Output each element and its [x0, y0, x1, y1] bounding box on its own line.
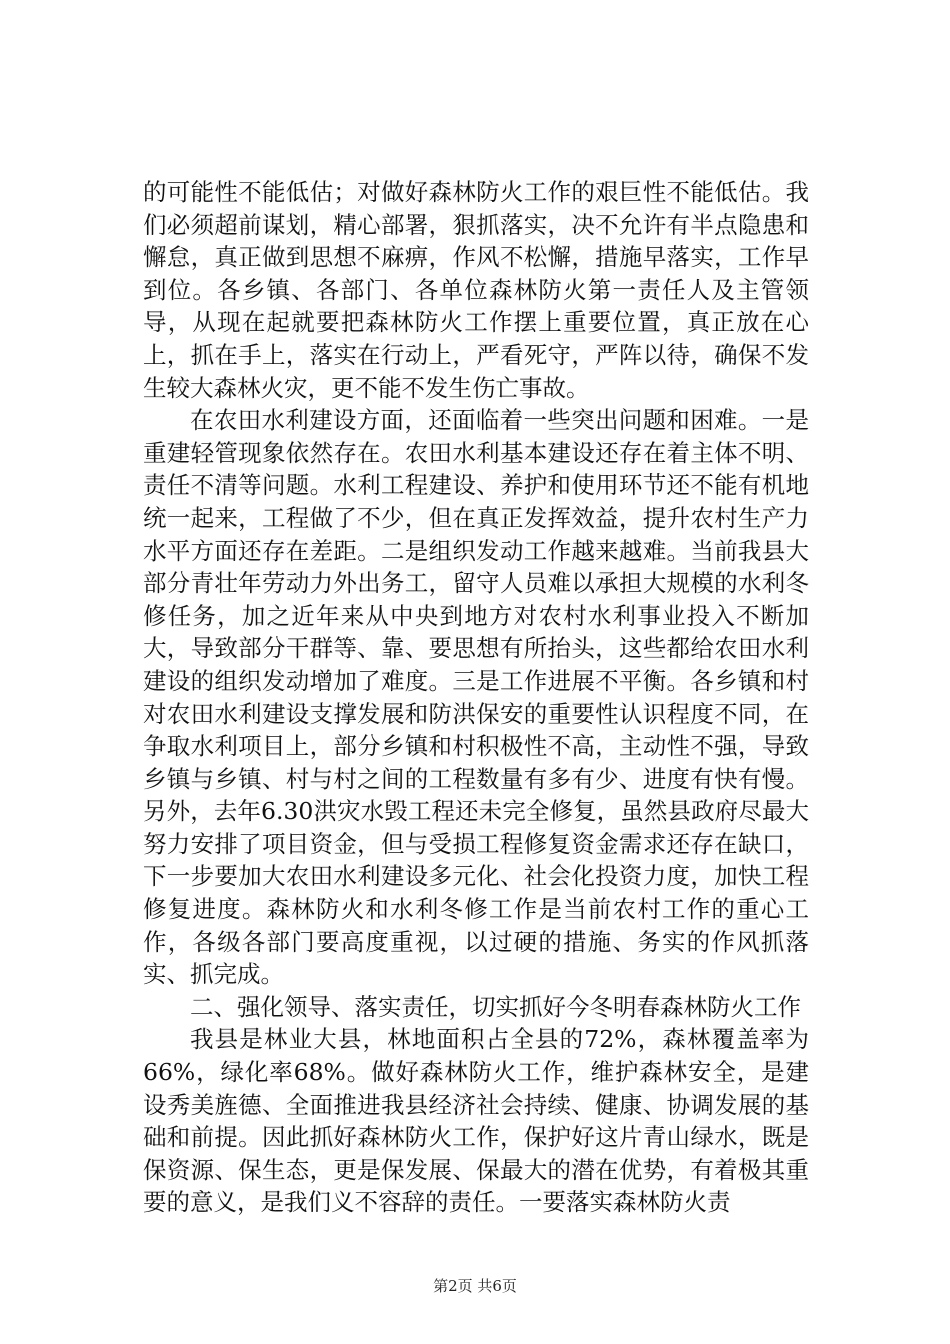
section-heading-2: 二、强化领导、落实责任，切实抓好今冬明春森林防火工作 — [190, 992, 801, 1021]
document-body — [143, 176, 809, 1219]
paragraph-2: 在农田水利建设方面，还面临着一些突出问题和困难。一是重建轻管现象依然存在。农田水利基本建设还存在着主体不明、责任不清等问题。水利工程建设、养护和使用环节还不能有机地统一起来，工程做了不少，但在真正发挥效益，提升农村生产力水平方面还存在差距。二是组织发动工作越来越难。当前我县大部分青壮年劳动力外出务工，留守人员难以承担大规模的水利冬修任务，加之近年来从中央到地方对农村水利事业投入不断加大，导致部分干群等、靠、要思想有所抬头，这些都给农田水利建设的组织发动增加了难度。三是工作进展不平衡。各乡镇和村对农田水利建设支撑发展和防洪保安的重要性认识程度不同，在争取水利项目上，部分乡镇和村积极性不高，主动性不强，导致乡镇与乡镇、村与村之间的工程数量有多有少、进度有快有慢。另外，去年6.30洪灾水毁工程还未完全修复，虽然县政府尽最大努力安排了项目资金，但与受损工程修复资金需求还存在缺口，下一步要加大农田水利建设多元化、社会化投资力度，加快工程修复进度。森林防火和水利冬修工作是当前农村工作的重心工作，各级各部门要高度重视，以过硬的措施、务实的作风抓落实、抓完成。 — [143, 406, 809, 989]
paragraph-1: 的可能性不能低估；对做好森林防火工作的艰巨性不能低估。我们必须超前谋划，精心部署，狠抓落实，决不允许有半点隐患和懈怠，真正做到思想不麻痹，作风不松懈，措施早落实，工作早到位。各乡镇、各部门、各单位森林防火第一责任人及主管领导，从现在起就要把森林防火工作摆上重要位置，真正放在心上，抓在手上，落实在行动上，严看死守，严阵以待，确保不发生较大森林火灾，更不能不发生伤亡事故。 — [143, 178, 809, 402]
page-number-footer: 第2页 共6页 — [433, 1277, 517, 1295]
paragraph-3: 我县是林业大县，林地面积占全县的72%，森林覆盖率为66%，绿化率68%。做好森林防火工作，维护森林安全，是建设秀美旌德、全面推进我县经济社会持续、健康、协调发展的基础和前提。因此抓好森林防火工作，保护好这片青山绿水，既是保资源、保生态，更是保发展、保最大的潜在优势，有着极其重要的意义，是我们义不容辞的责任。一要落实森林防火责 — [143, 1025, 809, 1217]
